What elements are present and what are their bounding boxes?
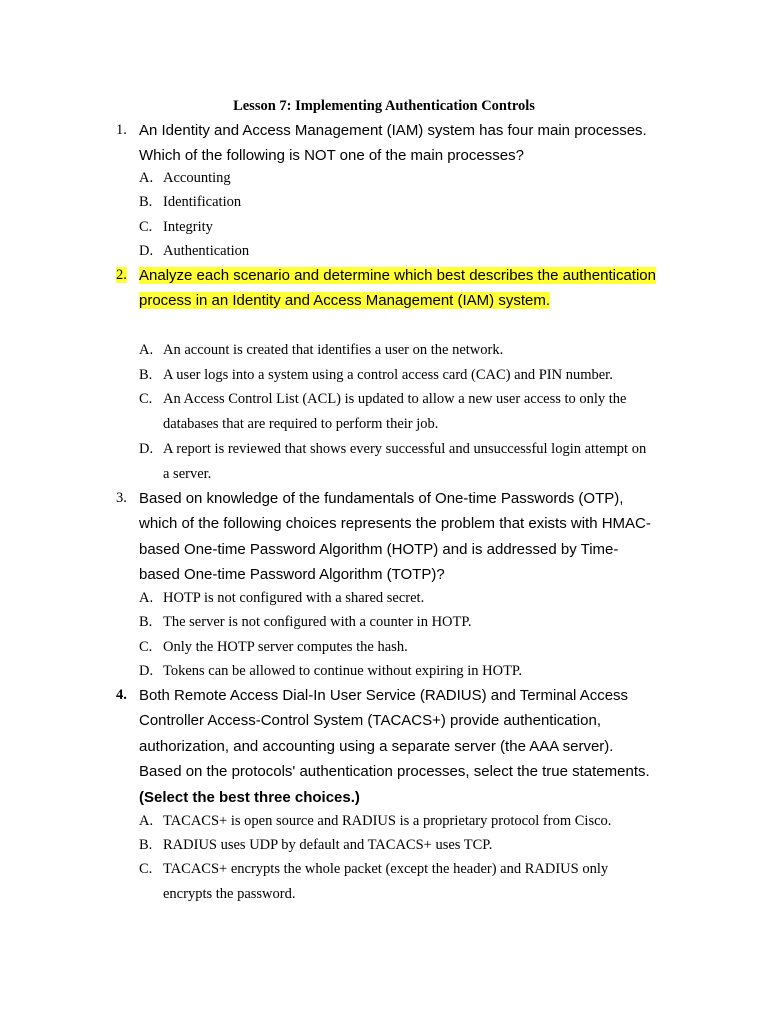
option-text: Authentication bbox=[163, 243, 250, 259]
question-number bbox=[116, 263, 138, 288]
option-text: TACACS+ is open source and RADIUS is a proprietary protocol from Cisco. bbox=[163, 813, 612, 829]
question-number: 1. bbox=[116, 122, 127, 138]
option-letter: D. bbox=[139, 243, 154, 259]
question-number-highlight: 2. bbox=[116, 267, 127, 283]
option-letter: A. bbox=[139, 342, 154, 358]
option-letter: C. bbox=[139, 219, 153, 235]
option-text: A user logs into a system using a control access card (CAC) and PIN number. bbox=[163, 367, 613, 383]
option-letter: A. bbox=[139, 590, 154, 606]
option-letter: D. bbox=[139, 663, 154, 679]
option-text: RADIUS uses UDP by default and TACACS+ uses TCP. bbox=[163, 837, 493, 853]
question-number: 4. bbox=[116, 687, 127, 703]
option-letter: D. bbox=[139, 441, 154, 457]
option-text: The server is not configured with a counter in HOTP. bbox=[163, 614, 472, 630]
select-instruction: (Select the best three choices.) bbox=[139, 788, 360, 806]
option-text: An Access Control List (ACL) is updated to allow a new user access to only the databases that are required to perform their job. bbox=[163, 391, 627, 432]
highlighted-question-text: Analyze each scenario and determine which best describes the authentication process in an Identity and Access Management (IAM) system. bbox=[139, 267, 656, 310]
question-number: 3. bbox=[116, 490, 127, 506]
option-letter: B. bbox=[139, 367, 153, 383]
question-text: An Identity and Access Management (IAM) system has four main processes. Which of the following is NOT one of the main processes? bbox=[139, 122, 647, 165]
option-letter: C. bbox=[139, 861, 153, 877]
option-text: Accounting bbox=[163, 170, 231, 186]
option-letter: C. bbox=[139, 391, 153, 407]
option-letter: B. bbox=[139, 614, 153, 630]
option-text: TACACS+ encrypts the whole packet (except the header) and RADIUS only encrypts the password. bbox=[163, 861, 609, 902]
option-letter: A. bbox=[139, 813, 154, 829]
lesson-title: Lesson 7: Implementing Authentication Controls bbox=[233, 98, 535, 114]
option-letter: C. bbox=[139, 639, 153, 655]
option-letter: B. bbox=[139, 837, 153, 853]
question-text: Based on knowledge of the fundamentals of One-time Passwords (OTP), which of the following choices represents the problem that exists with HMAC-based One-time Password Algorithm (HOTP) and is addressed by Time-based One-time Password Algorithm (TOTP)? bbox=[139, 490, 651, 584]
option-text: A report is reviewed that shows every successful and unsuccessful login attempt on a server. bbox=[163, 441, 647, 482]
option-letter: A. bbox=[139, 170, 154, 186]
option-text: Integrity bbox=[163, 219, 213, 235]
question-text bbox=[139, 683, 659, 810]
question-text bbox=[139, 263, 659, 314]
question-body: Both Remote Access Dial-In User Service (RADIUS) and Terminal Access Controller Access-Control System (TACACS+) provide authentication, authorization, and accounting using a separate server (the AAA server). Based on the protocols' authentication processes, select the true statements. bbox=[139, 687, 650, 781]
option-letter: B. bbox=[139, 194, 153, 210]
option-text: An account is created that identifies a user on the network. bbox=[163, 342, 504, 358]
option-text: Only the HOTP server computes the hash. bbox=[163, 639, 408, 655]
option-text: HOTP is not configured with a shared secret. bbox=[163, 590, 425, 606]
option-text: Tokens can be allowed to continue without expiring in HOTP. bbox=[163, 663, 523, 679]
option-text: Identification bbox=[163, 194, 242, 210]
